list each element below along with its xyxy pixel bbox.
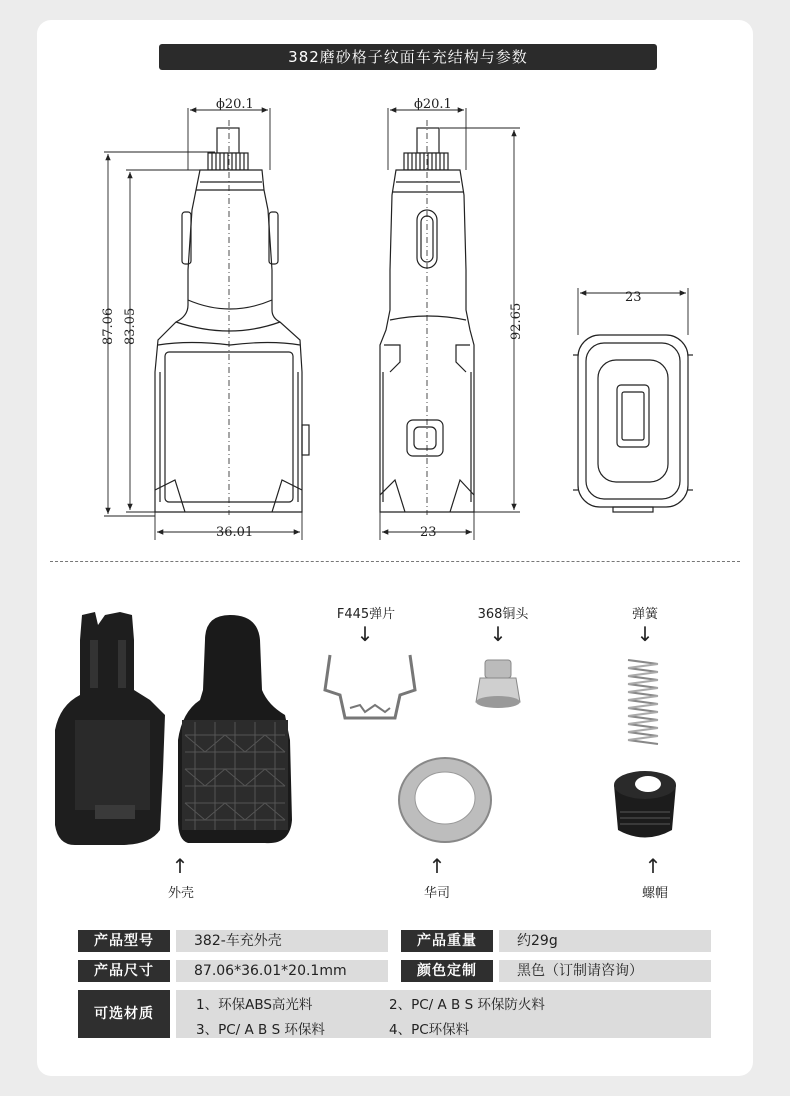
dim-side-top: ϕ20.1 <box>414 97 452 112</box>
material-item: 3、PC/ A B S 环保料 <box>196 1022 325 1038</box>
shell-outer-image <box>178 615 292 843</box>
spec-size-value: 87.06*36.01*20.1mm <box>176 960 388 982</box>
arrow-down-icon: ↓ <box>356 622 374 646</box>
arrow-down-icon: ↓ <box>489 622 507 646</box>
arrow-up-icon: ↑ <box>428 854 446 878</box>
arrow-down-icon: ↓ <box>636 622 654 646</box>
material-item: 1、环保ABS高光料 <box>196 997 313 1013</box>
spring-clip-image <box>325 655 415 718</box>
copper-head-image <box>476 660 520 708</box>
nut-cap-image <box>614 771 676 838</box>
dim-front-top: ϕ20.1 <box>216 97 254 112</box>
dim-front-body-height: 83.05 <box>123 307 138 345</box>
spec-size-label: 产品尺寸 <box>78 960 170 982</box>
label-nut-cap: 螺帽 <box>641 886 668 901</box>
spec-material-label: 可选材质 <box>78 990 170 1038</box>
dim-bottom-view-width: 23 <box>625 290 642 305</box>
shell-inner-image <box>55 612 165 845</box>
spec-color-value: 黑色（订制请咨询） <box>499 960 711 982</box>
dim-front-bottom: 36.01 <box>216 525 254 540</box>
label-copper-head: 368铜头 <box>477 607 529 622</box>
arrow-up-icon: ↑ <box>644 854 662 878</box>
front-view-drawing <box>155 120 309 515</box>
arrow-up-icon: ↑ <box>171 854 189 878</box>
spring-image <box>628 660 658 744</box>
dim-side-height: 92.65 <box>509 302 524 340</box>
spec-model-value: 382-车充外壳 <box>176 930 388 952</box>
spec-model-label: 产品型号 <box>78 930 170 952</box>
spec-color-label: 颜色定制 <box>401 960 493 982</box>
side-view-drawing <box>380 120 474 515</box>
material-item: 2、PC/ A B S 环保防火料 <box>389 997 545 1013</box>
label-spring-clip: F445弹片 <box>336 607 396 622</box>
washer-image <box>399 758 491 842</box>
spec-weight-label: 产品重量 <box>401 930 493 952</box>
label-spring: 弹簧 <box>631 607 658 622</box>
spec-weight-value: 约29g <box>499 930 711 952</box>
label-washer: 华司 <box>423 886 450 901</box>
bottom-view-drawing <box>573 335 693 512</box>
dim-side-bottom: 23 <box>420 525 437 540</box>
dim-front-total-height: 87.06 <box>101 307 116 345</box>
page-title: 382磨砂格子纹面车充结构与参数 <box>159 44 657 70</box>
material-item: 4、PC环保料 <box>389 1022 470 1038</box>
label-shell: 外壳 <box>167 886 194 901</box>
